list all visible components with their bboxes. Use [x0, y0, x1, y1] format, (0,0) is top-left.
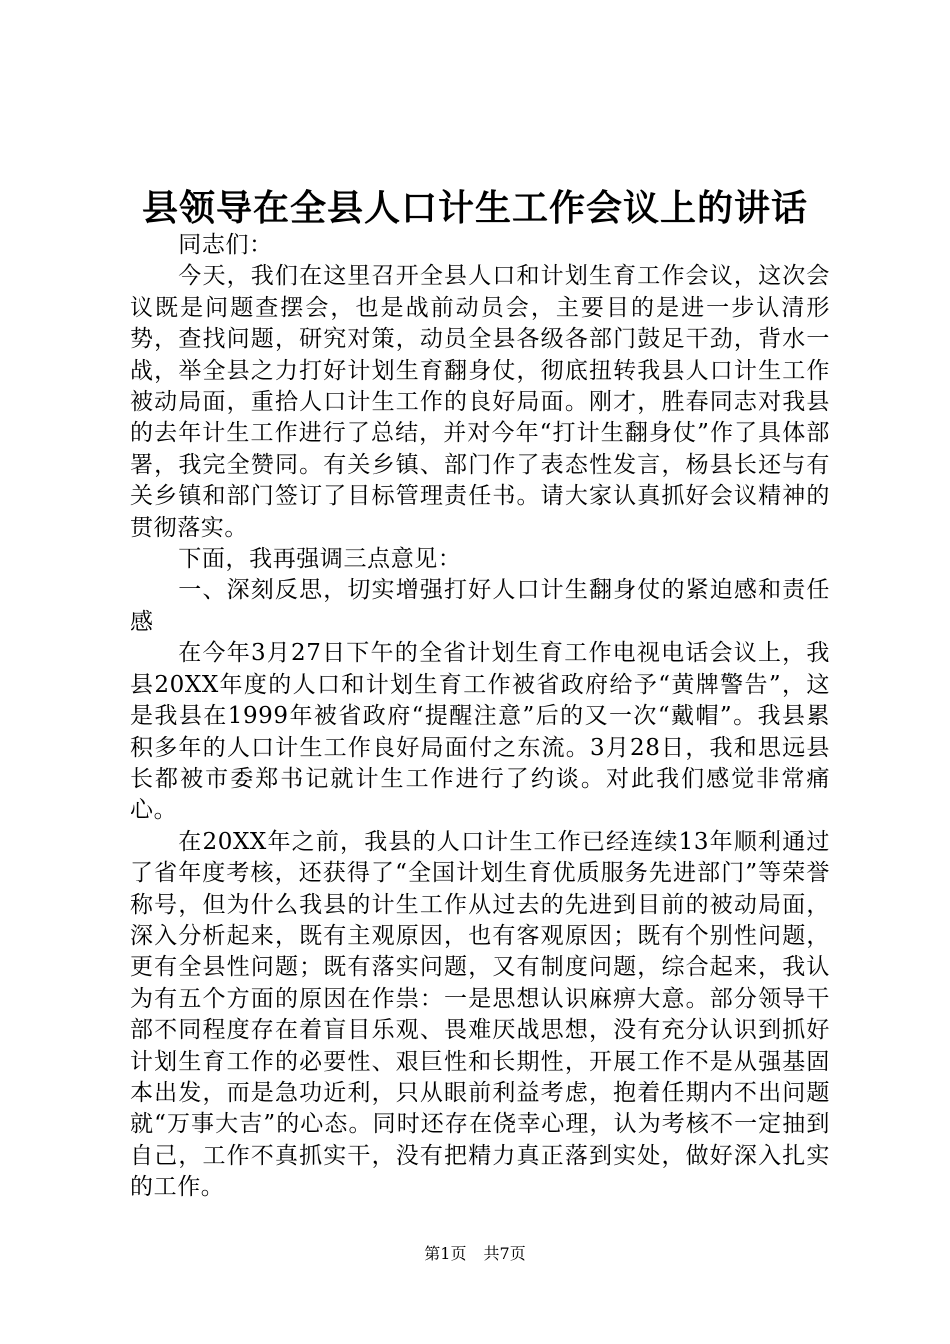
page-footer	[0, 1244, 950, 1264]
document-title: 县领导在全县人口计生工作会议上的讲话	[141, 187, 808, 229]
paragraph-analysis: 在20XX年之前，我县的人口计生工作已经连续13年顺利通过了省年度考核，还获得了“全国计划生育优质服务先进部门”等荣誉称号，但为什么我县的计生工作从过去的先进到目前的被动局面，深入分析起来，既有主观原因，也有客观原因；既有个别性问题，更有全县性问题；既有落实问题，又有制度问题，综合起来，我认为有五个方面的原因在作祟：一是思想认识麻痹大意。部分领导干部不同程度存在着盲目乐观、畏难厌战思想，没有充分认识到抓好计划生育工作的必要性、艰巨性和长期性，开展工作不是从强基固本出发，而是急功近利，只从眼前利益考虑，抱着任期内不出问题就“万事大吉”的心态。同时还存在侥幸心理，认为考核不一定抽到自己，工作不真抓实干，没有把精力真正落到实处，做好深入扎实的工作。	[130, 828, 830, 1201]
document-body	[130, 230, 830, 1204]
page-total: 共7页	[483, 1244, 526, 1263]
paragraph-opening: 今天，我们在这里召开全县人口和计划生育工作会议，这次会议既是问题查摆会，也是战前动员会，主要目的是进一步认清形势，查找问题，研究对策，动员全县各级各部门鼓足干劲，背水一战，举全县之力打好计划生育翻身仗，彻底扭转我县人口计生工作被动局面，重拾人口计生工作的良好局面。刚才，胜春同志对我县的去年计生工作进行了总结，并对今年“打计生翻身仗”作了具体部署，我完全赞同。有关乡镇、部门作了表态性发言，杨县长还与有关乡镇和部门签订了目标管理责任书。请大家认真抓好会议精神的贯彻落实。	[130, 263, 830, 541]
salutation: 同志们：	[178, 232, 273, 258]
section-heading-1: 一、深刻反思，切实增强打好人口计生翻身仗的紧迫感和责任感	[130, 577, 830, 635]
paragraph-intro-points: 下面，我再强调三点意见：	[178, 546, 462, 573]
paragraph-warning: 在今年3月27日下午的全省计划生育工作电视电话会议上，我县20XX年度的人口和计划生育工作被省政府给予“黄牌警告”，这是我县在1999年被省政府“提醒注意”后的又一次“戴帽”。我县累积多年的人口计生工作良好局面付之东流。3月28日，我和思远县长都被市委郑书记就计生工作进行了约谈。对此我们感觉非常痛心。	[130, 640, 830, 824]
page-number: 第1页	[424, 1244, 467, 1263]
